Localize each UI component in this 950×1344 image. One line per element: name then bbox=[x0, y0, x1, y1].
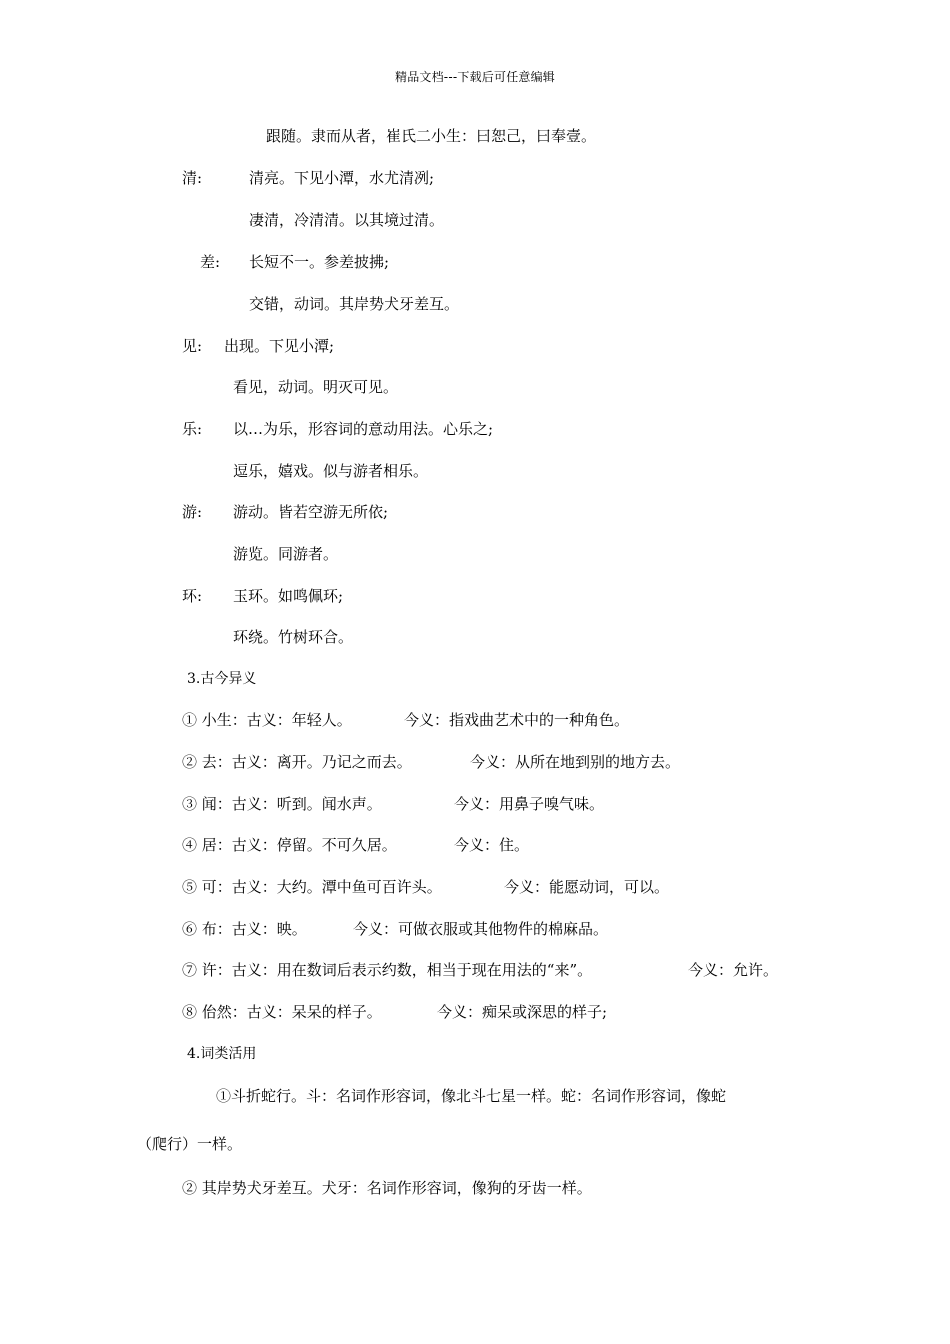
cong-definition-2: 跟随。隶而从者，崔氏二小生：曰恕己，曰奉壹。 bbox=[266, 127, 597, 145]
cha-definition-1: 长短不一。参差披拂; bbox=[249, 253, 390, 271]
huan-char: 环: bbox=[182, 587, 203, 605]
gujin-item-7-gu: ⑦ 许：古义：用在数词后表示约数，相当于现在用法的“来”。 bbox=[182, 961, 593, 979]
huan-definition-1: 玉环。如鸣佩环; bbox=[233, 587, 344, 605]
gujin-item-6-jin: 今义：可做衣服或其他物件的棉麻品。 bbox=[353, 920, 609, 938]
jian-char: 见: bbox=[182, 337, 203, 355]
cilei-item-1-line-2: （爬行）一样。 bbox=[137, 1135, 243, 1153]
gujin-item-8-gu: ⑧ 佁然：古义：呆呆的样子。 bbox=[182, 1003, 382, 1021]
gujin-item-3-jin: 今义：用鼻子嗅气味。 bbox=[454, 795, 605, 813]
cilei-item-2: ② 其岸势犬牙差互。犬牙：名词作形容词，像狗的牙齿一样。 bbox=[182, 1179, 592, 1197]
le-definition-2: 逗乐，嬉戏。似与游者相乐。 bbox=[233, 462, 429, 480]
gujin-item-2-gu: ② 去：古义：离开。乃记之而去。 bbox=[182, 753, 412, 771]
qing-definition-1: 清亮。下见小潭，水尤清冽; bbox=[249, 169, 435, 187]
jian-definition-2: 看见，动词。明灭可见。 bbox=[233, 378, 399, 396]
le-definition-1: 以…为乐，形容词的意动用法。心乐之; bbox=[233, 420, 494, 438]
gujin-item-4-gu: ④ 居：古义：停留。不可久居。 bbox=[182, 836, 397, 854]
gujin-item-2-jin: 今义：从所在地到别的地方去。 bbox=[470, 753, 681, 771]
gujin-item-1-jin: 今义：指戏曲艺术中的一种角色。 bbox=[404, 711, 630, 729]
gujin-item-4-jin: 今义：住。 bbox=[454, 836, 530, 854]
jian-definition-1: 出现。下见小潭; bbox=[224, 337, 335, 355]
cilei-item-1-line-1: ①斗折蛇行。斗：名词作形容词，像北斗七星一样。蛇：名词作形容词，像蛇 bbox=[216, 1087, 727, 1105]
gujin-item-6-gu: ⑥ 布：古义：映。 bbox=[182, 920, 307, 938]
gujin-item-1-gu: ① 小生：古义：年轻人。 bbox=[182, 711, 352, 729]
you-definition-2: 游览。同游者。 bbox=[233, 545, 339, 563]
gujin-item-5-jin: 今义：能愿动词，可以。 bbox=[504, 878, 670, 896]
qing-char: 清: bbox=[182, 169, 203, 187]
cha-char: 差: bbox=[200, 253, 221, 271]
page-header: 精品文档---下载后可任意编辑 bbox=[395, 70, 555, 84]
cha-definition-2: 交错，动词。其岸势犬牙差互。 bbox=[249, 295, 460, 313]
gujin-item-5-gu: ⑤ 可：古义：大约。潭中鱼可百许头。 bbox=[182, 878, 442, 896]
you-char: 游: bbox=[182, 503, 203, 521]
huan-definition-2: 环绕。竹树环合。 bbox=[233, 628, 354, 646]
gujin-item-8-jin: 今义：痴呆或深思的样子; bbox=[437, 1003, 608, 1021]
gujin-item-7-jin: 今义：允许。 bbox=[688, 961, 779, 979]
le-char: 乐: bbox=[182, 420, 203, 438]
gujin-heading: 3.古今异义 bbox=[187, 671, 257, 687]
you-definition-1: 游动。皆若空游无所依; bbox=[233, 503, 389, 521]
cilei-heading: 4.词类活用 bbox=[187, 1046, 257, 1062]
gujin-item-3-gu: ③ 闻：古义：听到。闻水声。 bbox=[182, 795, 382, 813]
qing-definition-2: 凄清，冷清清。以其境过清。 bbox=[249, 211, 445, 229]
